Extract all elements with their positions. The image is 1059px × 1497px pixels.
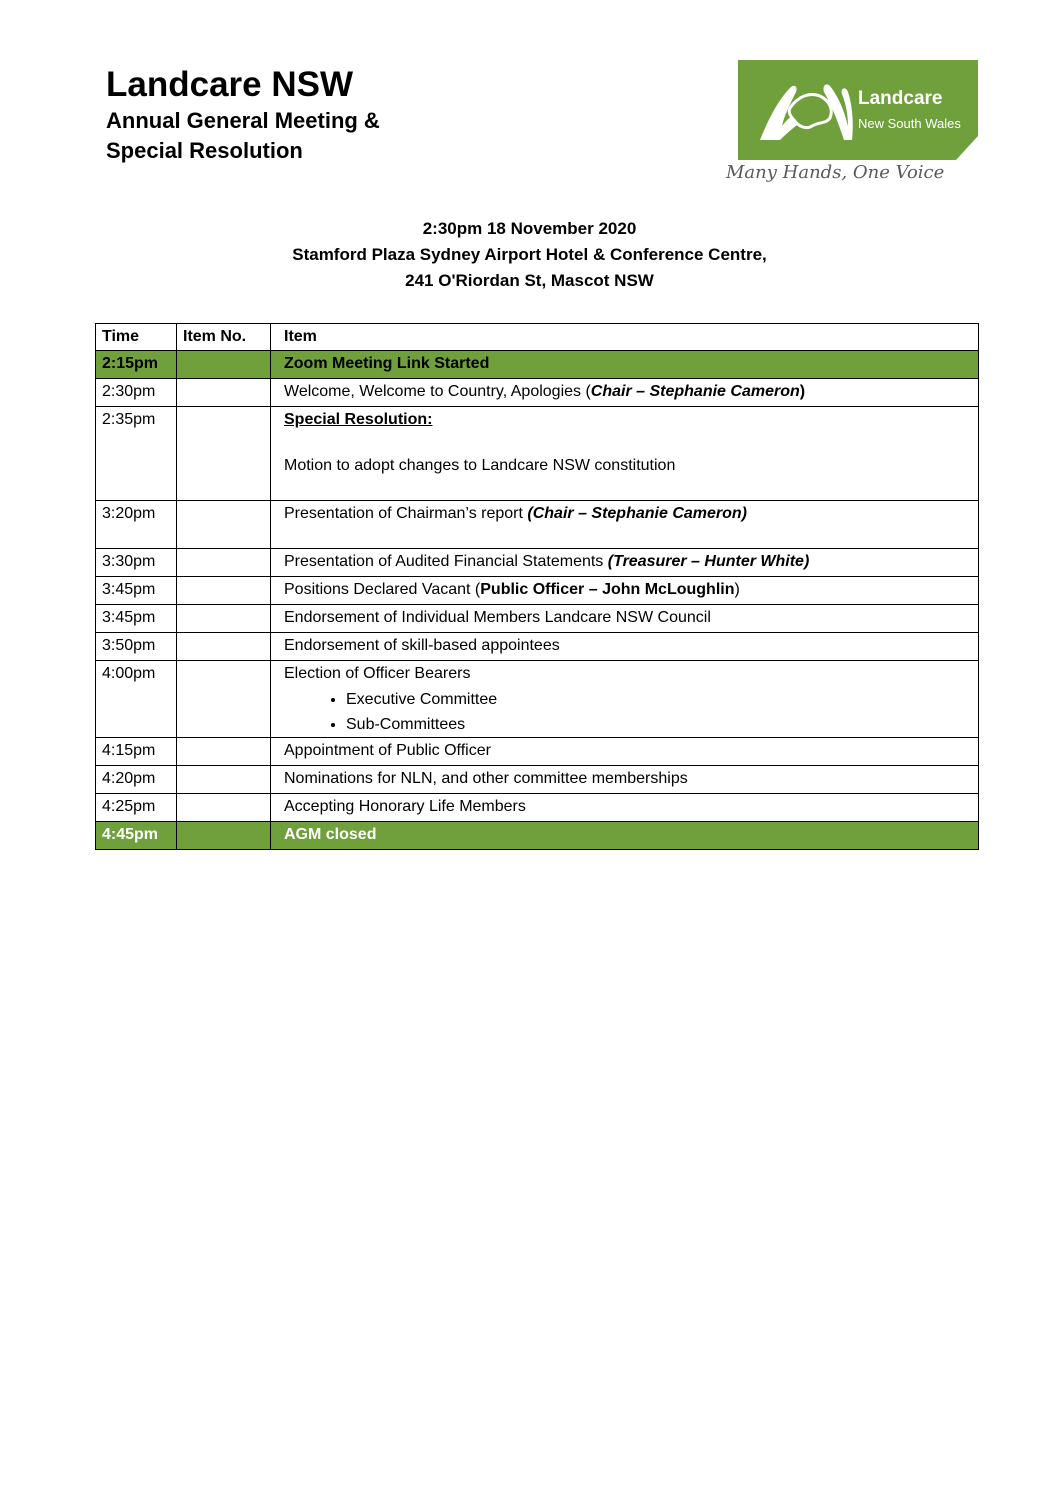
row-item: AGM closed bbox=[271, 822, 979, 850]
row-time: 4:20pm bbox=[96, 766, 177, 794]
row-time: 2:15pm bbox=[96, 351, 177, 379]
table-row bbox=[96, 577, 979, 605]
list-item: • Executive Committee bbox=[346, 687, 978, 712]
row-heading: Special Resolution: bbox=[284, 411, 433, 428]
row-role: Public Officer – John McLoughlin bbox=[480, 581, 735, 598]
row-num bbox=[177, 351, 271, 379]
row-item: Appointment of Public Officer bbox=[271, 738, 979, 766]
logo-subtext: New South Wales bbox=[858, 116, 961, 131]
row-item: Positions Declared Vacant (Public Officer – John McLoughlin) bbox=[271, 577, 979, 605]
org-title: Landcare NSW bbox=[106, 65, 353, 104]
row-time: 4:00pm bbox=[96, 661, 177, 738]
row-time: 3:45pm bbox=[96, 577, 177, 605]
title-block bbox=[106, 64, 380, 166]
table-row bbox=[96, 633, 979, 661]
row-num bbox=[177, 738, 271, 766]
row-item: Endorsement of skill-based appointees bbox=[271, 633, 979, 661]
table-row bbox=[96, 351, 979, 379]
agenda-table bbox=[95, 323, 979, 850]
header-item: Item bbox=[271, 324, 979, 351]
row-time: 4:15pm bbox=[96, 738, 177, 766]
row-num bbox=[177, 549, 271, 577]
row-num bbox=[177, 766, 271, 794]
logo-wordmark: Landcare bbox=[858, 88, 943, 109]
row-time: 4:45pm bbox=[96, 822, 177, 850]
doc-subtitle-line1: Annual General Meeting & bbox=[106, 108, 380, 133]
row-item: Presentation of Audited Financial Statements (Treasurer – Hunter White) bbox=[271, 549, 979, 577]
row-role: Chair – Stephanie Cameron bbox=[590, 383, 800, 400]
header-item-no: Item No. bbox=[177, 324, 271, 351]
row-time: 3:20pm bbox=[96, 501, 177, 549]
table-row bbox=[96, 794, 979, 822]
table-row bbox=[96, 738, 979, 766]
row-num bbox=[177, 407, 271, 501]
table-row bbox=[96, 605, 979, 633]
table-row bbox=[96, 379, 979, 407]
table-header-row bbox=[96, 324, 979, 351]
table-row bbox=[96, 822, 979, 850]
row-time: 2:35pm bbox=[96, 407, 177, 501]
row-num bbox=[177, 794, 271, 822]
row-time: 3:50pm bbox=[96, 633, 177, 661]
logo-tagline: Many Hands, One Voice bbox=[726, 162, 945, 183]
table-row bbox=[96, 549, 979, 577]
table-row bbox=[96, 766, 979, 794]
row-num bbox=[177, 661, 271, 738]
event-datetime: 2:30pm 18 November 2020 bbox=[422, 219, 637, 238]
logo-background-icon bbox=[738, 60, 978, 160]
doc-subtitle-line2: Special Resolution bbox=[106, 138, 303, 163]
row-item: Welcome, Welcome to Country, Apologies (Chair – Stephanie Cameron) bbox=[271, 379, 979, 407]
officer-bearers-list bbox=[284, 687, 978, 737]
row-item: Presentation of Chairman’s report (Chair – Stephanie Cameron) bbox=[271, 501, 979, 549]
row-num bbox=[177, 633, 271, 661]
row-time: 3:45pm bbox=[96, 605, 177, 633]
row-time: 4:25pm bbox=[96, 794, 177, 822]
row-item: Election of Officer Bearers • Executive Committee • Sub-Committees bbox=[271, 661, 979, 738]
event-address: 241 O'Riordan St, Mascot NSW bbox=[405, 271, 654, 290]
row-num bbox=[177, 379, 271, 407]
header-time: Time bbox=[96, 324, 177, 351]
list-item: • Sub-Committees bbox=[346, 712, 978, 737]
row-item: Nominations for NLN, and other committee memberships bbox=[271, 766, 979, 794]
event-venue: Stamford Plaza Sydney Airport Hotel & Conference Centre, bbox=[292, 245, 767, 264]
row-item: Special Resolution: Motion to adopt changes to Landcare NSW constitution bbox=[271, 407, 979, 501]
row-item: Endorsement of Individual Members Landcare NSW Council bbox=[271, 605, 979, 633]
row-num bbox=[177, 577, 271, 605]
row-role: (Treasurer – Hunter White) bbox=[607, 553, 810, 570]
row-num bbox=[177, 501, 271, 549]
table-row bbox=[96, 501, 979, 549]
row-num bbox=[177, 822, 271, 850]
row-time: 2:30pm bbox=[96, 379, 177, 407]
row-num bbox=[177, 605, 271, 633]
row-role: (Chair – Stephanie Cameron) bbox=[527, 505, 747, 522]
row-time: 3:30pm bbox=[96, 549, 177, 577]
row-item: Accepting Honorary Life Members bbox=[271, 794, 979, 822]
landcare-logo bbox=[738, 60, 978, 160]
table-row bbox=[96, 661, 979, 738]
event-details bbox=[0, 216, 1059, 294]
table-row bbox=[96, 407, 979, 501]
row-item: Zoom Meeting Link Started bbox=[271, 351, 979, 379]
